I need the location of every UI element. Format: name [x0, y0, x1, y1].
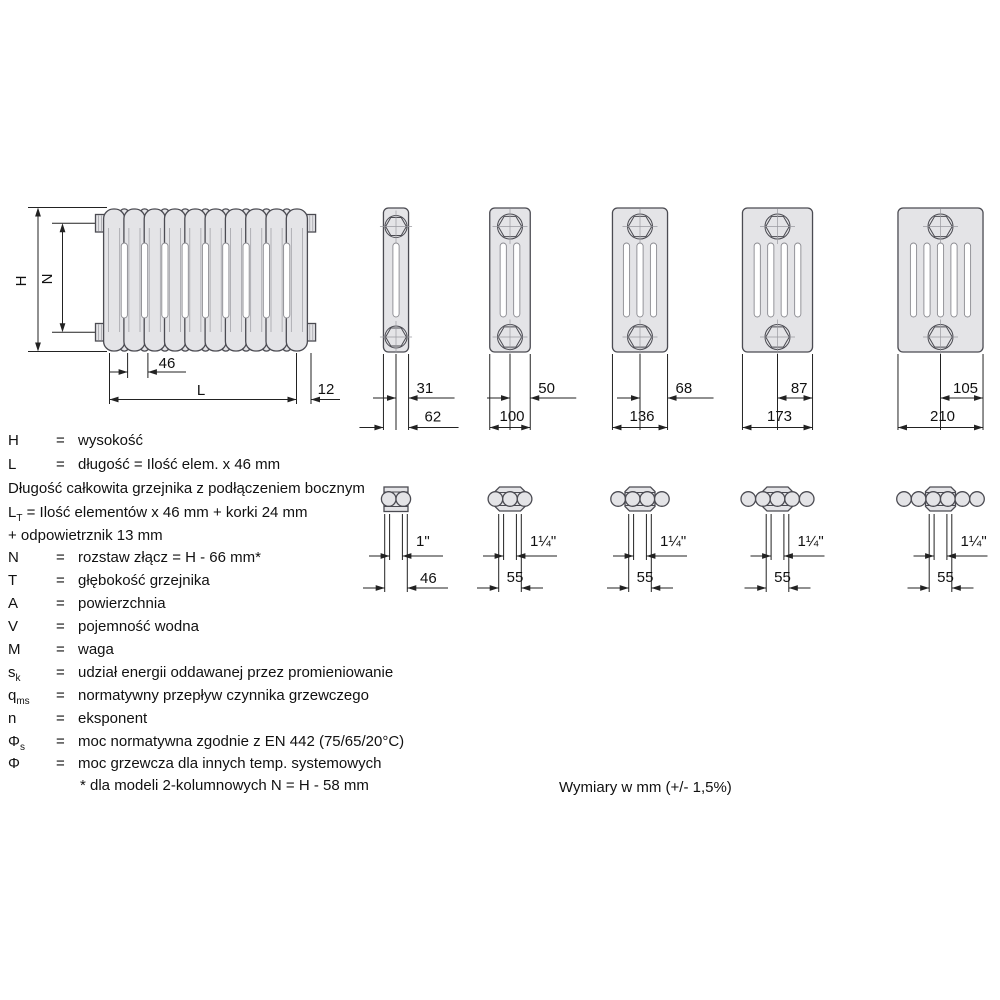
legend-row	[0, 480, 560, 502]
plan-tube-circle	[897, 492, 912, 507]
legend-symbol: H	[8, 432, 19, 449]
legend-symbol: $\Phi_s$	[8, 733, 25, 753]
dim-label-pipe-size-4col: 1¼"	[660, 533, 687, 550]
legend-text: $L_T$ = Ilość elementów x 46 mm + korki 24 mm	[8, 504, 308, 524]
dim-label-fullwidth-5col: 173	[766, 408, 793, 425]
plan-tube-circle	[926, 492, 941, 507]
nipple-connection	[307, 215, 316, 233]
side-view-slot	[650, 243, 656, 317]
legend-text: powierzchnia	[78, 595, 166, 612]
dim-arrow	[974, 425, 983, 431]
plan-tube-circle	[770, 492, 785, 507]
legend-symbol: L	[8, 456, 17, 473]
dim-label-halfwidth-3col: 50	[538, 380, 555, 397]
element-gap-slot	[202, 243, 208, 318]
dim-arrow	[387, 395, 396, 401]
legend-symbol: Φ	[8, 755, 20, 772]
dim-label-pipe-spacing-4col: 55	[636, 569, 654, 586]
plan-tube-circle	[941, 492, 956, 507]
legend-row	[0, 687, 560, 709]
dim-arrow	[757, 585, 766, 591]
dim-label-pipe-size-2col: 1"	[416, 533, 430, 550]
legend-text: pojemność wodna	[78, 618, 199, 635]
legend-row	[0, 595, 560, 617]
legend-text: udział energii oddawanej przez promieniowanie	[78, 664, 394, 681]
element-gap-slot	[182, 243, 188, 318]
legend-symbol: $q_{ms}$	[8, 687, 30, 707]
legend-equals: =	[56, 572, 65, 589]
legend-symbol-subscript: k	[15, 673, 21, 684]
plan-tube-circle	[741, 492, 756, 507]
dim-label-halfwidth-5col: 87	[790, 380, 808, 397]
dim-label-element-pitch: 46	[158, 355, 176, 372]
dim-arrow	[920, 585, 929, 591]
legend-row	[0, 777, 560, 799]
legend-text: normatywny przepływ czynnika grzewczego	[78, 687, 369, 704]
legend-equals: =	[56, 755, 65, 772]
dim-arrow	[490, 425, 499, 431]
dim-arrow	[742, 425, 751, 431]
dim-arrow	[941, 395, 950, 401]
side-view-slot	[514, 243, 520, 317]
dim-H-arrow	[35, 208, 41, 217]
dim-L-arrow	[288, 397, 297, 403]
dim-label-pipe-spacing-6col: 55	[937, 569, 954, 586]
legend-text: rozstaw złącz = H - 66 mm*	[78, 549, 261, 566]
element-gap-slot	[142, 243, 148, 318]
dim-H-arrow	[35, 343, 41, 352]
legend-equals: =	[56, 595, 65, 612]
dim-L-arrow	[110, 397, 119, 403]
dim-label-pipe-spacing-5col: 55	[774, 569, 791, 586]
legend-symbol-subscript: ms	[16, 696, 30, 707]
dim-arrow	[778, 395, 787, 401]
legend-row	[0, 572, 560, 594]
legend-text: moc grzewcza dla innych temp. systemowych	[78, 755, 382, 772]
legend-text: eksponent	[78, 710, 148, 727]
plan-tube-circle	[640, 492, 655, 507]
dim-N-arrow	[60, 323, 66, 332]
legend-row	[0, 641, 560, 663]
legend-text: moc normatywna zgodnie z EN 442 (75/65/20°C)	[78, 733, 405, 750]
legend-text: długość = Ilość elem. x 46 mm	[78, 456, 281, 473]
side-view-slot	[937, 243, 943, 317]
legend-equals: =	[56, 456, 65, 473]
legend-text: + odpowietrznik 13 mm	[8, 527, 163, 544]
side-view-slot	[910, 243, 916, 317]
legend-equals: =	[56, 710, 65, 727]
legend-symbol: M	[8, 641, 21, 658]
legend-text: waga	[78, 641, 114, 658]
plan-tube-circle	[655, 492, 670, 507]
dim-label-fullwidth-3col: 100	[499, 408, 525, 425]
dim-label-halfwidth-4col: 68	[675, 380, 693, 397]
legend-equals: =	[56, 618, 65, 635]
dim-label-halfwidth-6col: 105	[952, 380, 979, 397]
side-view-slot	[500, 243, 506, 317]
dimensions-note: Wymiary w mm (+/- 1,5%)	[559, 779, 732, 796]
legend-symbol: N	[8, 549, 19, 566]
dim-label-halfwidth-2col: 31	[416, 380, 434, 397]
element-gap-slot	[223, 243, 229, 318]
element-gap-slot	[121, 243, 127, 318]
plan-tube-circle	[756, 492, 771, 507]
dim-arrow	[374, 425, 383, 431]
dim-label-pipe-spacing-3col: 55	[506, 569, 524, 586]
side-view-slot	[754, 243, 760, 317]
dim-arrow	[501, 395, 510, 401]
legend-text: * dla modeli 2-kolumnowych N = H - 58 mm	[80, 777, 369, 794]
element-gap-slot	[162, 243, 168, 318]
side-view-slot	[393, 243, 399, 317]
dim-label-height: H	[13, 275, 30, 287]
dim-label-fullwidth-6col: 210	[929, 408, 956, 425]
plan-tube-circle	[970, 492, 985, 507]
dim-arrow	[521, 425, 530, 431]
dim-arrow	[659, 425, 668, 431]
legend-text: głębokość grzejnika	[78, 572, 210, 589]
legend-equals: =	[56, 432, 65, 449]
side-view-slot	[924, 243, 930, 317]
dim-46-arrow	[119, 369, 128, 375]
side-view-slot	[637, 243, 643, 317]
legend-equals: =	[56, 687, 65, 704]
dim-N-arrow	[60, 223, 66, 232]
plan-tube-circle	[611, 492, 626, 507]
dim-arrow	[612, 425, 621, 431]
legend-equals: =	[56, 549, 65, 566]
side-view-slot	[768, 243, 774, 317]
plan-tube-circle	[911, 492, 926, 507]
legend-symbol: A	[8, 595, 19, 612]
legend-row	[0, 504, 560, 526]
legend-row	[0, 549, 560, 571]
element-gap-slot	[243, 243, 249, 318]
legend-symbol-subscript: s	[19, 742, 25, 753]
dim-label-side-connection: 12	[317, 381, 335, 398]
nipple-connection	[307, 324, 316, 342]
dim-label-pipe-size-6col: 1¼"	[960, 533, 987, 550]
legend-row	[0, 618, 560, 640]
plan-tube-circle	[625, 492, 640, 507]
dim-label-length: L	[196, 382, 206, 399]
legend-symbol: T	[8, 572, 18, 589]
side-view-slot	[623, 243, 629, 317]
dim-label-fullwidth-4col: 136	[629, 408, 655, 425]
dim-arrow	[898, 425, 907, 431]
legend-row	[0, 664, 560, 686]
side-view-slot	[951, 243, 957, 317]
legend-text: Długość całkowita grzejnika z podłączeniem bocznym	[8, 480, 365, 497]
legend-text: wysokość	[78, 432, 144, 449]
dim-label-pipe-size-3col: 1¼"	[530, 533, 557, 550]
legend-row	[0, 733, 560, 755]
dim-label-joint-spacing: N	[39, 273, 56, 285]
side-view-slot	[781, 243, 787, 317]
legend-equals: =	[56, 641, 65, 658]
dim-arrow	[804, 425, 813, 431]
plan-tube-circle	[785, 492, 800, 507]
legend-equals: =	[56, 733, 65, 750]
legend-row	[0, 527, 560, 549]
legend-equals: =	[56, 664, 65, 681]
legend-row	[0, 710, 560, 732]
element-gap-slot	[284, 243, 290, 318]
legend-row	[0, 456, 560, 478]
legend-symbol-subscript: T	[16, 513, 23, 524]
side-view-slot	[795, 243, 801, 317]
dim-arrow	[620, 585, 629, 591]
element-gap-slot	[263, 243, 269, 318]
plan-tube-circle	[955, 492, 970, 507]
legend-symbol: n	[8, 710, 17, 727]
dim-label-pipe-size-5col: 1¼"	[797, 533, 824, 550]
side-view-slot	[964, 243, 970, 317]
legend-symbol: V	[8, 618, 19, 635]
legend-row	[0, 755, 560, 777]
dim-46-arrow	[148, 369, 157, 375]
dim-arrow	[409, 425, 418, 431]
dim-label-fullwidth-2col: 62	[424, 408, 442, 426]
legend-symbol: $s_k$	[8, 664, 21, 684]
legend-row	[0, 432, 560, 454]
dim-label-pipe-spacing-2col: 46	[420, 570, 437, 587]
plan-tube-circle	[799, 492, 814, 507]
dim-arrow	[631, 395, 640, 401]
